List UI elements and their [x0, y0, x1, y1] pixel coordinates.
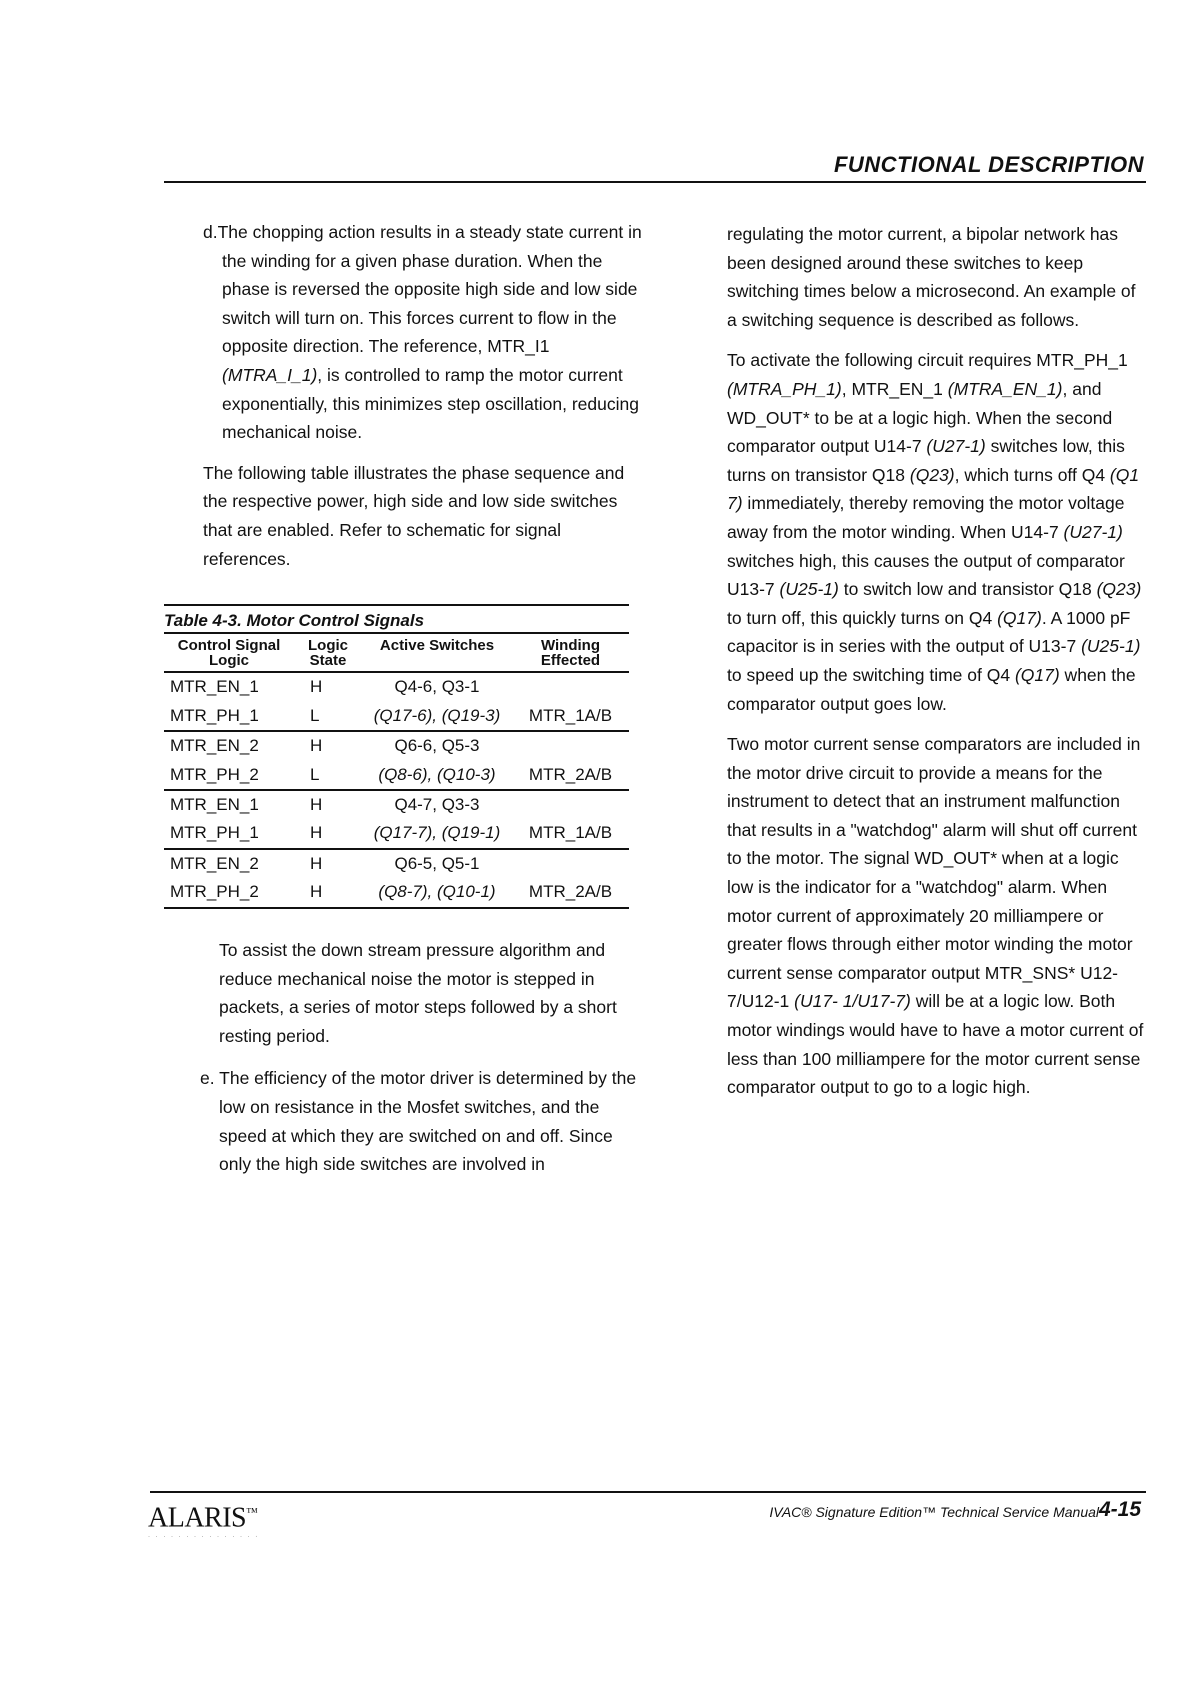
paragraph-regulating: regulating the motor current, a bipolar network has been designed around these switches to keep switching times below a microsecond. An example of a switching sequence is described as follows.: [727, 224, 1136, 330]
schematic-ref: (U27-1): [926, 436, 986, 457]
schematic-ref: (MTRA_EN_1): [947, 378, 1063, 399]
cell-state: H: [310, 677, 323, 696]
paragraph-e: e. The efficiency of the motor driver is determined by the low on resistance in the Mosfet switches, and the speed at which they are switched on and off. Since only the high side switches are involved in: [200, 1068, 637, 1175]
cell-signal: MTR_EN_2: [170, 735, 259, 755]
text-run: immediately, thereby removing the motor voltage away from the motor winding. When U14-7: [727, 493, 1125, 542]
table-header-active-switches: Active Switches: [379, 637, 495, 654]
schematic-ref: (Q17): [997, 607, 1042, 628]
cell-state: H: [310, 794, 323, 814]
cell-switches: Q6-6, Q5-3: [394, 735, 480, 755]
cell-state: H: [310, 823, 323, 843]
cell-state: L: [310, 764, 320, 784]
manual-title: IVAC® Signature Edition™ Technical Service Manual: [769, 1504, 1099, 1520]
motor-control-table: [164, 604, 629, 909]
table-header-winding: Winding Effected: [540, 637, 601, 669]
table-row: [164, 819, 629, 848]
paragraph-assist: To assist the down stream pressure algorithm and reduce mechanical noise the motor is stepped in packets, a series of motor steps followed by a short resting period.: [219, 940, 617, 1046]
cell-signal: MTR_EN_1: [170, 794, 259, 814]
footer-rule: [150, 1491, 1146, 1493]
cell-state: H: [310, 882, 323, 902]
cell-switches-text: (Q17-7), (Q19-1): [373, 823, 501, 843]
paragraph-d: [203, 218, 643, 447]
table-row: [164, 732, 629, 761]
cell-switches: [362, 702, 512, 731]
table-header-row: [164, 634, 629, 671]
left-column-top: [203, 218, 643, 573]
schematic-ref: (MTRA_PH_1): [727, 378, 842, 399]
table-caption: Table 4-3. Motor Control Signals: [164, 611, 425, 630]
table-bottom-rule: [164, 907, 629, 909]
text-run: To activate the following circuit requires MTR_PH_1: [727, 350, 1128, 371]
cell-switches: [362, 761, 512, 790]
cell-winding: [512, 850, 629, 879]
schematic-ref: (Q1 7): [727, 464, 1140, 514]
schematic-ref: (Q17): [1014, 664, 1060, 685]
cell-winding: [512, 732, 629, 761]
text-run: . A 1000 pF capacitor is in series with the output of U13-7: [727, 607, 1131, 657]
header-rule: [164, 181, 1146, 183]
cell-signal: MTR_EN_2: [170, 853, 259, 873]
paragraph-activate: [727, 346, 1147, 718]
text-run: , and WD_OUT* to be at a logic high. When the second comparator output U14-7: [727, 378, 1113, 457]
table-row: [164, 878, 629, 907]
left-column-bottom: [200, 936, 645, 1179]
schematic-ref: (Q23): [1096, 579, 1142, 600]
paragraph-d-text-end: , is controlled to ramp the motor current exponentially, this minimizes step oscillation, reducing mechanical noise.: [222, 364, 639, 443]
cell-switches: Q6-5, Q5-1: [394, 853, 480, 873]
cell-switches: [362, 878, 512, 907]
right-column: [727, 220, 1147, 1102]
table-row: [164, 761, 629, 790]
table-header-control-signal: Control Signal Logic: [177, 637, 281, 669]
paragraph-table-intro: The following table illustrates the phase sequence and the respective power, high side and low side switches that are enabled. Refer to schematic for signal references.: [203, 462, 625, 569]
table-row: [164, 702, 629, 731]
cell-state: L: [310, 705, 320, 725]
table-row: [164, 673, 629, 702]
cell-winding: MTR_1A/B: [528, 823, 613, 843]
text-run: switches high, this causes the output of comparator U13-7: [727, 550, 1125, 600]
schematic-ref: (Q23): [909, 464, 955, 485]
cell-switches-text: (Q17-6), (Q19-3): [373, 705, 501, 725]
cell-state: H: [310, 735, 323, 755]
alaris-logo: [148, 1497, 278, 1541]
text-run: Two motor current sense comparators are included in the motor drive circuit to provide a means for the instrument to detect that an instrument malfunction that results in a "watchdog" alarm will shut off current to the motor. The signal WD_OUT* when at a logic low is the indicator for a "watchdog" alarm. When motor current of approximately 20 milliampere or greater flows through either motor winding the motor current sense comparator output MTR_SNS* U12-7/U12-1: [727, 734, 1141, 1012]
table-row: [164, 850, 629, 879]
cell-winding: MTR_2A/B: [528, 882, 613, 902]
cell-switches-text: (Q8-6), (Q10-3): [378, 764, 496, 784]
text-run: when the comparator output goes low.: [727, 664, 1136, 714]
cell-signal: MTR_PH_1: [170, 705, 259, 725]
page-header-title: FUNCTIONAL DESCRIPTION: [833, 152, 1144, 177]
text-run: to speed up the switching time of Q4: [727, 664, 1015, 685]
schematic-ref: (U27-1): [1063, 521, 1123, 542]
table-row: [164, 791, 629, 820]
page-number: 4-15: [1098, 1498, 1141, 1521]
cell-signal: MTR_PH_2: [170, 882, 259, 902]
logo-subtext: · · · · · · · · · · · · · · ·: [148, 1534, 260, 1541]
cell-signal: MTR_EN_1: [170, 677, 259, 696]
cell-switches: [362, 819, 512, 848]
cell-signal: MTR_PH_2: [170, 764, 259, 784]
text-run: will be at a logic low. Both motor windings would have to have a motor current of less than 100 milliampere for the motor current sense comparator output to go to a logic high.: [727, 991, 1144, 1098]
paragraph-d-ref: (MTRA_I_1): [222, 364, 318, 385]
schematic-ref: (U25-1): [779, 579, 839, 600]
logo-wordmark: [148, 1497, 278, 1533]
cell-switches-text: (Q8-7), (Q10-1): [378, 882, 496, 902]
logo-trademark: ™: [246, 1505, 258, 1519]
cell-winding: MTR_1A/B: [528, 705, 613, 725]
logo-text: ALARIS: [148, 1502, 247, 1534]
cell-state: H: [310, 853, 323, 873]
text-run: to turn off, this quickly turns on Q4: [727, 607, 998, 628]
text-run: , which turns off Q4: [954, 464, 1110, 485]
cell-signal: MTR_PH_1: [170, 823, 259, 843]
cell-winding: [512, 791, 629, 820]
schematic-ref: (U25-1): [1081, 636, 1141, 657]
table-header-logic-state: Logic State: [308, 637, 348, 669]
text-run: to switch low and transistor Q18: [838, 579, 1097, 600]
cell-winding: MTR_2A/B: [528, 764, 613, 784]
paragraph-d-text: d.The chopping action results in a steady state current in the winding for a given phase duration. When the phase is reversed the opposite high side and low side switch will turn on. This forces current to flow in the opposite direction. The reference, MTR_I1: [203, 222, 642, 357]
cell-winding: [512, 673, 629, 702]
paragraph-sense-comparators: [727, 730, 1147, 1102]
cell-switches: Q4-6, Q3-1: [394, 677, 480, 696]
text-run: , MTR_EN_1: [841, 378, 948, 399]
schematic-ref: (U17- 1/U17-7): [794, 991, 911, 1012]
text-run: switches low, this turns on transistor Q18: [727, 436, 1125, 485]
cell-switches: Q4-7, Q3-3: [394, 794, 480, 814]
